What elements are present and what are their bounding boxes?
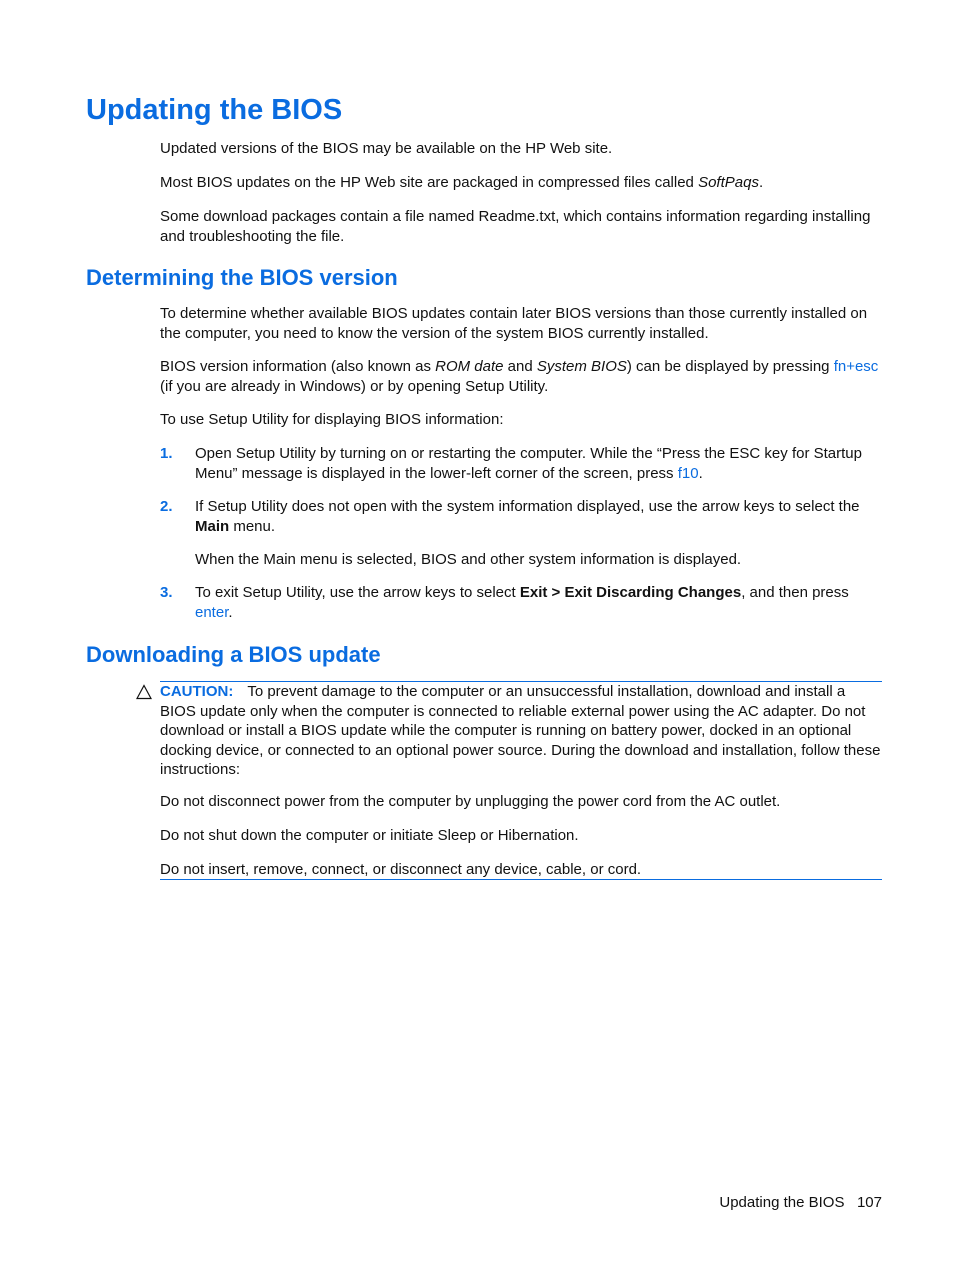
section1-paragraph-1: To determine whether available BIOS updates contain later BIOS versions than those currently installed on the computer, you need to know the version of the system BIOS currently installed. (160, 305, 868, 342)
footer-section-title: Updating the BIOS (719, 1194, 845, 1211)
caution-paragraph: CAUTION: To prevent damage to the computer or an unsuccessful installation, download and install a BIOS update only when the computer is connected to reliable external power using the AC adapter. Do not download or install a BIOS update while the computer is running on battery power, docked in an optional docking device, or connected to an optional power source. During the download and installation, follow these instructions: (160, 683, 881, 778)
step-number-2: 2. (160, 498, 173, 515)
section-heading-downloading-update: Downloading a BIOS update (86, 642, 381, 667)
step-text-2: If Setup Utility does not open with the system information displayed, use the arrow keys to select the Main menu. (195, 498, 860, 535)
page-number: 107 (856, 1194, 882, 1211)
caution-instruction-2: Do not shut down the computer or initiate Sleep or Hibernation. (160, 827, 579, 844)
key-f10: f10 (677, 464, 699, 482)
step-number-3: 3. (160, 584, 173, 601)
page-title: Updating the BIOS (86, 94, 343, 126)
step-2-note: When the Main menu is selected, BIOS and other system information is displayed. (195, 551, 742, 568)
key-enter: enter (195, 603, 229, 621)
softpaqs-term: SoftPaqs (698, 174, 759, 191)
caution-label: CAUTION: (160, 683, 234, 700)
section1-paragraph-3: To use Setup Utility for displaying BIOS information: (160, 411, 504, 428)
caution-instruction-1: Do not disconnect power from the computer by unplugging the power cord from the AC outlet. (160, 793, 781, 810)
caution-instruction-3: Do not insert, remove, connect, or disconnect any device, cable, or cord. (160, 861, 642, 878)
key-fn-esc: fn+esc (833, 358, 879, 375)
caution-bottom-rule (160, 879, 882, 880)
step-number-1: 1. (160, 445, 173, 462)
section1-paragraph-2: BIOS version information (also known as ROM date and System BIOS) can be displayed by pressing fn+esc (if you are already in Windows) or by opening Setup Utility. (160, 358, 879, 395)
page-footer (719, 1193, 882, 1212)
intro-paragraph-3: Some download packages contain a file named Readme.txt, which contains information regarding installing and troubleshooting the file. (160, 208, 871, 245)
intro-paragraph-2: Most BIOS updates on the HP Web site are packaged in compressed files called SoftPaqs. (160, 174, 764, 191)
section-heading-determining-version: Determining the BIOS version (86, 265, 398, 290)
step-text-3: To exit Setup Utility, use the arrow keys to select Exit > Exit Discarding Changes, and then press enter. (195, 584, 849, 621)
intro-paragraph-1: Updated versions of the BIOS may be available on the HP Web site. (160, 140, 613, 157)
warning-triangle-icon (136, 684, 152, 700)
step-text-1: Open Setup Utility by turning on or restarting the computer. While the “Press the ESC key for Startup Menu” message is displayed in the lower-left corner of the screen, press f10. (195, 445, 862, 482)
